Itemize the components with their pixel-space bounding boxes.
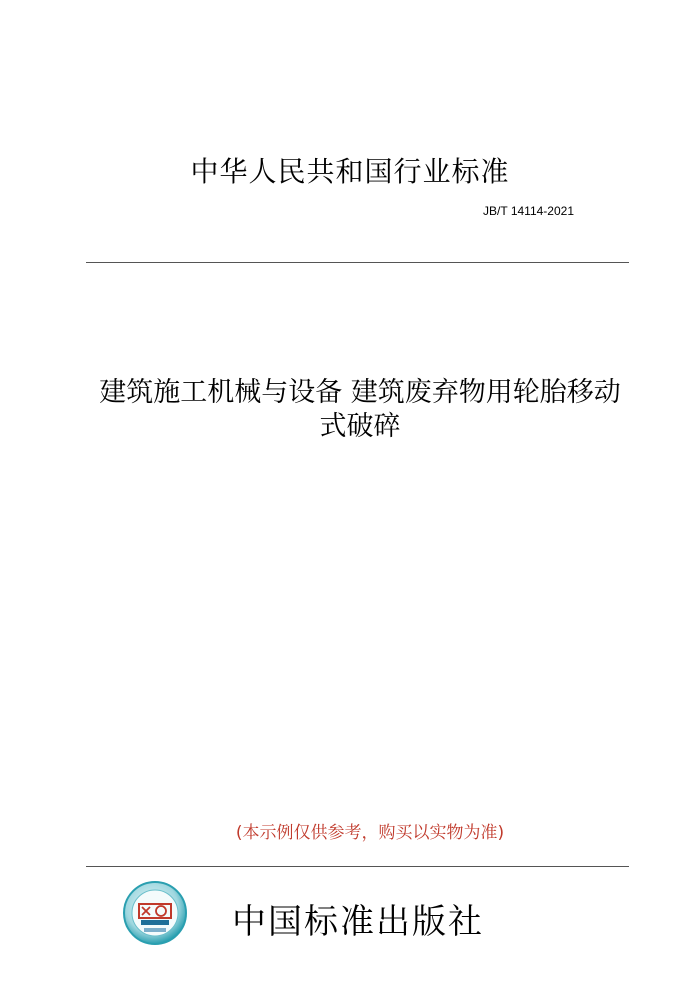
publisher-name: 中国标准出版社 bbox=[232, 902, 484, 942]
document-title bbox=[40, 376, 680, 444]
top-divider bbox=[86, 262, 629, 263]
standard-code: JB/T 14114-2021 bbox=[483, 204, 574, 218]
document-title-line-1: 建筑施工机械与设备 建筑废弃物用轮胎移动 bbox=[99, 377, 621, 408]
document-title-line-2: 式破碎 bbox=[319, 411, 401, 442]
standard-header-title: 中华人民共和国行业标准 bbox=[190, 155, 510, 188]
bottom-divider bbox=[86, 866, 629, 867]
publisher-seal-icon bbox=[122, 880, 188, 946]
sample-notice: (本示例仅供参考，购买以实物为准) bbox=[235, 823, 505, 843]
